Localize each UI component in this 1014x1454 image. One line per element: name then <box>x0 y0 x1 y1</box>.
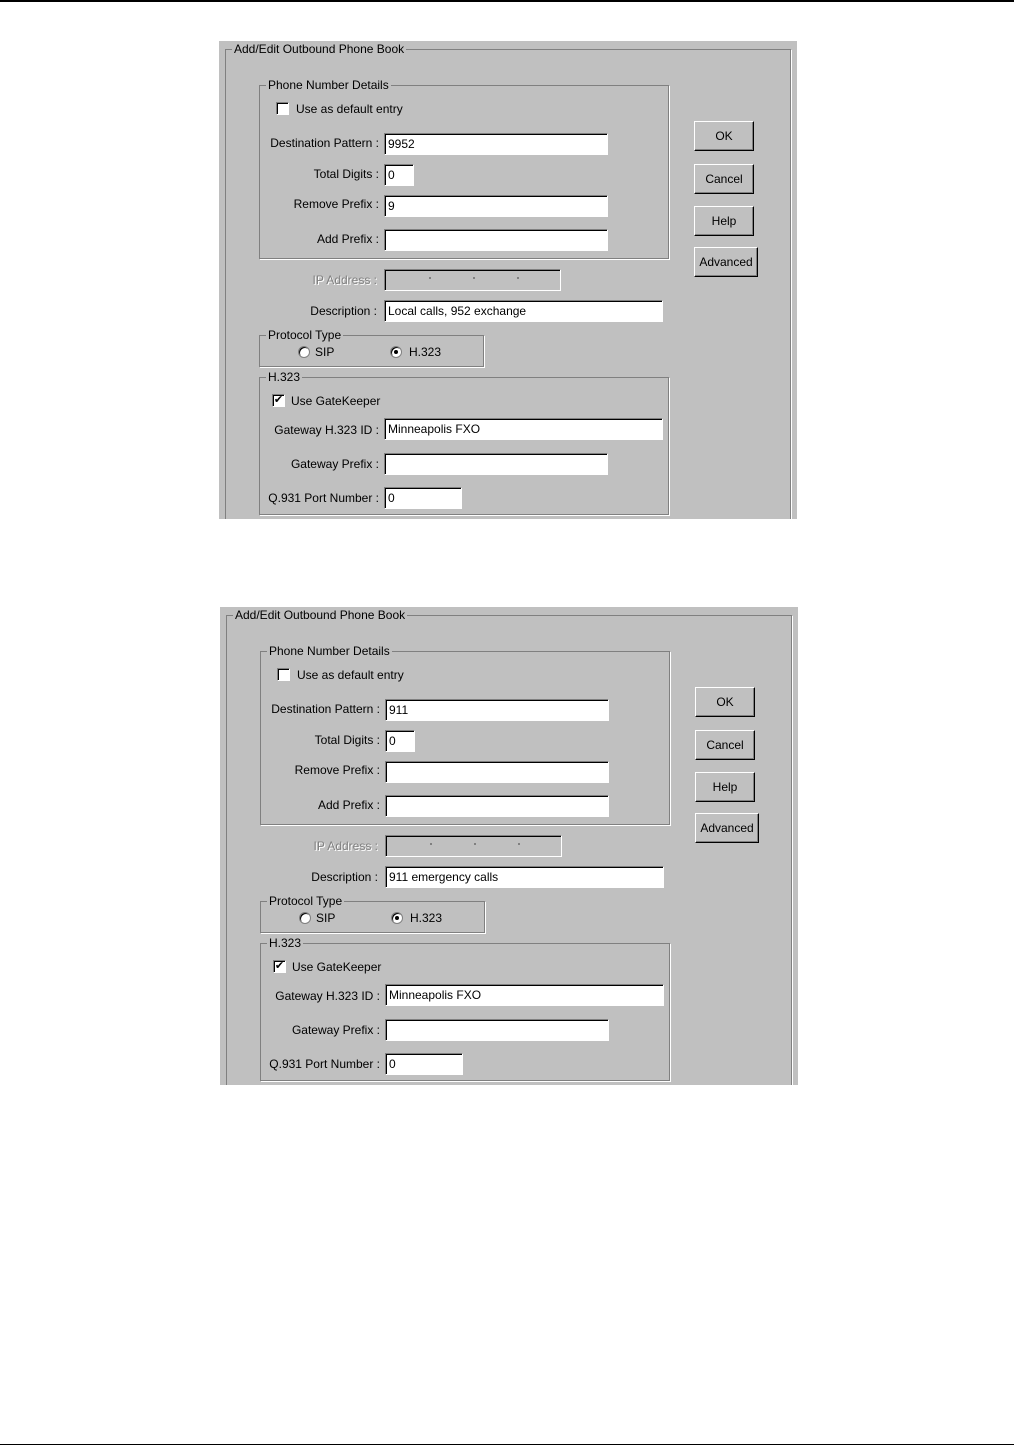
description-label: Description : <box>311 870 378 884</box>
default-entry-checkbox[interactable] <box>277 668 290 681</box>
total-digits-input[interactable]: 0 <box>384 164 414 186</box>
gateway-prefix-input[interactable] <box>385 1019 609 1041</box>
total-digits-label: Total Digits : <box>313 167 379 181</box>
destination-pattern-label: Destination Pattern : <box>270 136 379 150</box>
ip-address-label: IP Address : <box>313 839 378 853</box>
add-prefix-input[interactable] <box>385 795 609 817</box>
advanced-button[interactable]: Advanced <box>695 813 759 843</box>
gateway-id-input[interactable]: Minneapolis FXO <box>384 418 663 440</box>
ip-address-input <box>384 269 561 291</box>
phone-book-dialog-1 <box>219 41 797 519</box>
phone-book-dialog-2 <box>220 607 798 1085</box>
sip-radio[interactable] <box>298 346 310 358</box>
sip-label: SIP <box>316 911 336 925</box>
protocol-type-group <box>260 894 485 933</box>
protocol-type-title: Protocol Type <box>268 328 342 342</box>
help-button[interactable]: Help <box>694 206 754 236</box>
sip-radio[interactable] <box>299 912 311 924</box>
advanced-button[interactable]: Advanced <box>694 247 758 277</box>
h323-radio[interactable] <box>390 346 402 358</box>
destination-pattern-input[interactable]: 9952 <box>384 133 608 155</box>
bottom-rule <box>0 1444 1014 1445</box>
q931-port-input[interactable]: 0 <box>384 487 462 509</box>
total-digits-label: Total Digits : <box>314 733 380 747</box>
gateway-id-label: Gateway H.323 ID : <box>275 989 380 1003</box>
default-entry-label: Use as default entry <box>296 102 403 116</box>
default-entry-checkbox[interactable] <box>276 102 289 115</box>
add-prefix-input[interactable] <box>384 229 608 251</box>
phone-number-details-title: Phone Number Details <box>269 644 390 658</box>
description-input[interactable]: Local calls, 952 exchange <box>384 300 663 322</box>
description-label: Description : <box>310 304 377 318</box>
ok-button[interactable]: OK <box>695 687 755 717</box>
h323-radio[interactable] <box>391 912 403 924</box>
dialog-title: Add/Edit Outbound Phone Book <box>234 42 405 56</box>
gateway-prefix-label: Gateway Prefix : <box>291 1023 380 1037</box>
description-input[interactable]: 911 emergency calls <box>385 866 664 888</box>
h323-group-title: H.323 <box>269 936 302 950</box>
gatekeeper-checkbox[interactable]: ✔ <box>274 960 285 972</box>
sip-label: SIP <box>315 345 335 359</box>
gatekeeper-label: Use GateKeeper <box>291 394 381 408</box>
gatekeeper-label: Use GateKeeper <box>292 960 382 974</box>
protocol-type-title: Protocol Type <box>269 894 343 908</box>
destination-pattern-input[interactable]: 911 <box>385 699 609 721</box>
default-entry-label: Use as default entry <box>297 668 404 682</box>
ok-button[interactable]: OK <box>694 121 754 151</box>
phone-number-details-title: Phone Number Details <box>268 78 389 92</box>
ip-address-label: IP Address : <box>312 273 377 287</box>
remove-prefix-input[interactable] <box>385 761 609 783</box>
help-button[interactable]: Help <box>695 772 755 802</box>
remove-prefix-label: Remove Prefix : <box>294 763 380 777</box>
gateway-prefix-label: Gateway Prefix : <box>290 457 379 471</box>
cancel-button[interactable]: Cancel <box>695 730 755 760</box>
add-prefix-label: Add Prefix : <box>317 798 380 812</box>
top-rule <box>0 0 1014 2</box>
total-digits-input[interactable]: 0 <box>385 730 415 752</box>
gatekeeper-checkbox[interactable]: ✔ <box>273 394 284 406</box>
remove-prefix-input[interactable]: 9 <box>384 195 608 217</box>
gateway-prefix-input[interactable] <box>384 453 608 475</box>
ip-address-input <box>385 835 562 857</box>
h323-radio-label: H.323 <box>409 345 442 359</box>
add-prefix-label: Add Prefix : <box>316 232 379 246</box>
dialog-title: Add/Edit Outbound Phone Book <box>235 608 406 622</box>
gateway-id-input[interactable]: Minneapolis FXO <box>385 984 664 1006</box>
cancel-button[interactable]: Cancel <box>694 164 754 194</box>
q931-port-label: Q.931 Port Number : <box>268 491 379 505</box>
destination-pattern-label: Destination Pattern : <box>271 702 380 716</box>
protocol-type-group <box>259 328 484 367</box>
h323-radio-label: H.323 <box>410 911 443 925</box>
q931-port-label: Q.931 Port Number : <box>269 1057 380 1071</box>
remove-prefix-label: Remove Prefix : <box>293 197 379 211</box>
q931-port-input[interactable]: 0 <box>385 1053 463 1075</box>
gateway-id-label: Gateway H.323 ID : <box>274 423 379 437</box>
h323-group-title: H.323 <box>268 370 301 384</box>
